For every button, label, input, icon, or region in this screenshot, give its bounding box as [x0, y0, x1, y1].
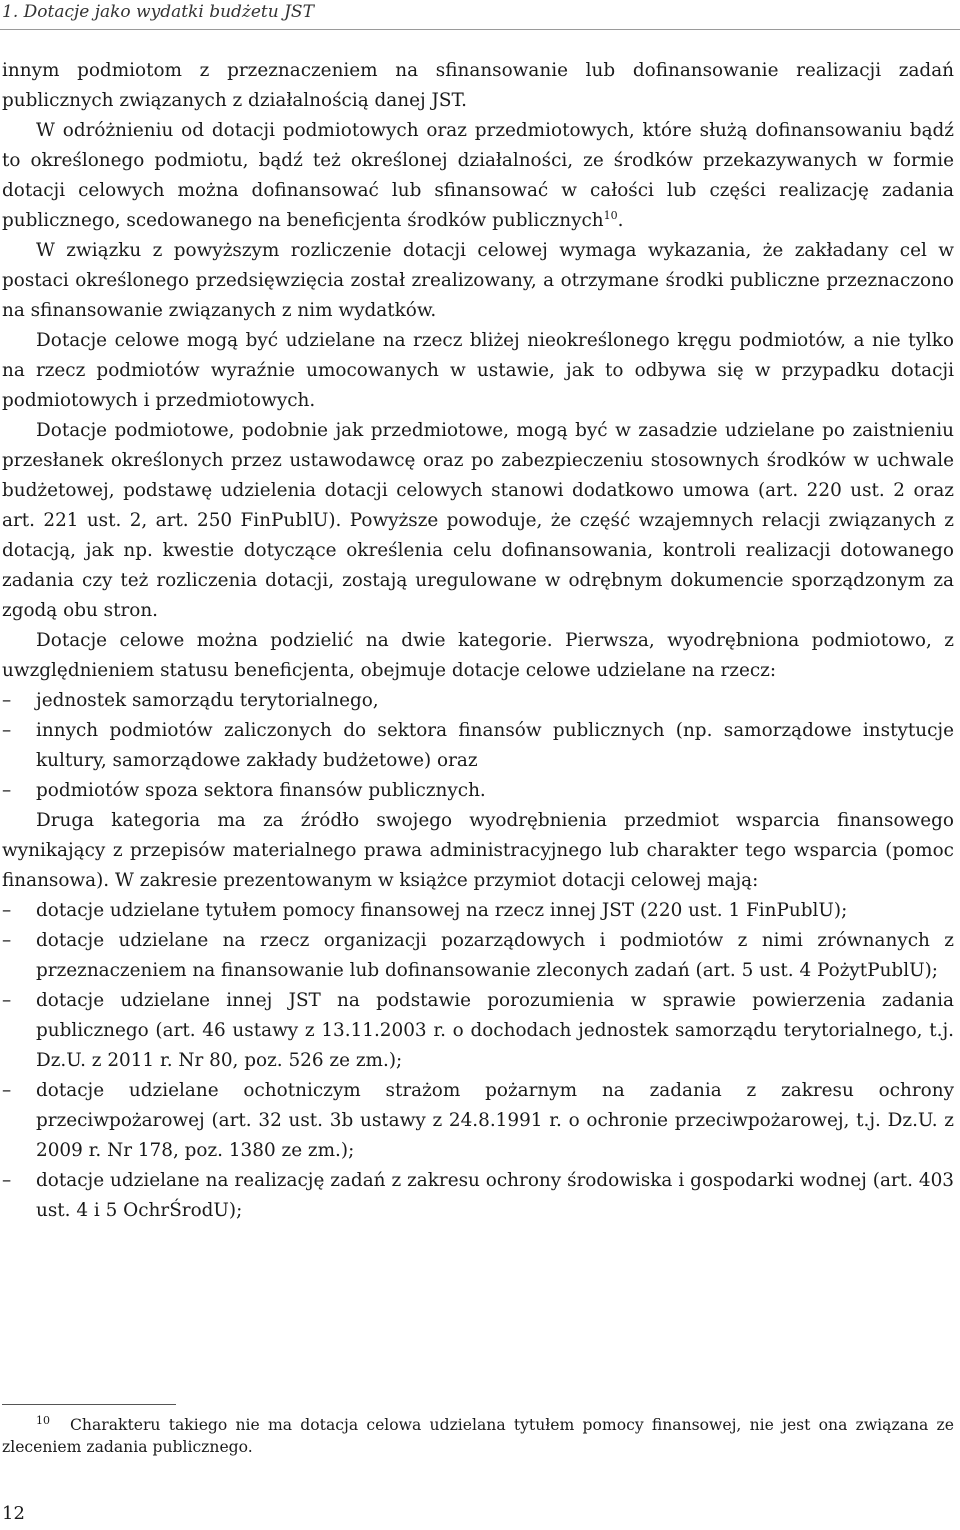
paragraph-4: Dotacje celowe mogą być udzielane na rzecz bliżej nieokreślonego kręgu podmiotów, a nie tylko na rzecz podmiotów wyraźnie umocowanych w ustawie, jak to odbywa się w przypadku dotacji podmiotowych i przedmiotowych. — [2, 330, 954, 411]
list-item — [2, 686, 954, 716]
list-item-text: dotacje udzielane na rzecz organizacji pozarządowych i podmiotów z nimi zrównanych z przeznaczeniem na finansowanie lub dofinansowanie zleconych zadań (art. 5 ust. 4 PożytPublU); — [36, 930, 954, 981]
dash-bullet: – — [2, 990, 12, 1011]
running-header — [0, 0, 960, 30]
list-item-text: jednostek samorządu terytorialnego, — [36, 690, 379, 711]
paragraph-6: Dotacje celowe można podzielić na dwie kategorie. Pierwsza, wyodrębniona podmiotowo, z uwzględnieniem statusu beneficjenta, obejmuje dotacje celowe udzielane na rzecz: — [2, 630, 954, 681]
list-item-text: dotacje udzielane na realizację zadań z zakresu ochrony środowiska i gospodarki wodnej (art. 403 ust. 4 i 5 OchrŚrodU); — [36, 1170, 954, 1221]
list-item — [2, 776, 954, 806]
footnote-number: 10 — [36, 1414, 50, 1427]
paragraph-7: Druga kategoria ma za źródło swojego wyodrębnienia przedmiot wsparcia finansowego wynikający z przepisów materialnego prawa administracyjnego lub charakter tego wsparcia (pomoc finansowa). W zakresie prezentowanym w książce przymiot dotacji celowej mają: — [2, 810, 954, 891]
paragraph-2-text: W odróżnieniu od dotacji podmiotowych oraz przedmiotowych, które służą dofinansowaniu bądź to określonego podmiotu, bądź też określonej działalności, ze środków przekazywanych w formie dotacji celowych można dofinansować lub sfinansować w całości lub części realizację zadania publicznego, scedowanego na beneficjenta środków publicznych — [2, 120, 954, 231]
running-header-title: 1. Dotacje jako wydatki budżetu JST — [2, 2, 314, 22]
list-item-text: podmiotów spoza sektora finansów publicznych. — [36, 780, 486, 801]
paragraph-1: innym podmiotom z przeznaczeniem na sfinansowanie lub dofinansowanie realizacji zadań publicznych związanych z działalnością danej JST. — [2, 60, 954, 111]
list-item-text: dotacje udzielane innej JST na podstawie porozumienia w sprawie powierzenia zadania publicznego (art. 46 ustawy z 13.11.2003 r. o dochodach jednostek samorządu terytorialnego, t.j. Dz.U. z 2011 r. Nr 80, poz. 526 ze zm.); — [36, 990, 954, 1071]
dotation-type-list — [2, 896, 954, 1226]
paragraph-2-end: . — [617, 210, 624, 231]
page-body — [2, 56, 954, 1226]
list-item-text: dotacje udzielane tytułem pomocy finansowej na rzecz innej JST (220 ust. 1 FinPublU); — [36, 900, 848, 921]
footnote-ref-10[interactable]: 10 — [603, 208, 618, 222]
footnote — [2, 1414, 954, 1458]
dash-bullet: – — [2, 720, 12, 741]
dash-bullet: – — [2, 930, 12, 951]
footnote-divider — [2, 1404, 176, 1405]
list-item — [2, 926, 954, 986]
dash-bullet: – — [2, 780, 12, 801]
paragraph-2 — [2, 116, 954, 236]
page-number: 12 — [2, 1503, 25, 1524]
list-item — [2, 986, 954, 1076]
paragraph-5: Dotacje podmiotowe, podobnie jak przedmiotowe, mogą być w zasadzie udzielane po zaistnieniu przesłanek określonych przez ustawodawcę oraz po zabezpieczeniu stosownych środków w uchwale budżetowej, podstawę udzielenia dotacji celowych stanowi dodatkowo umowa (art. 220 ust. 2 oraz art. 221 ust. 2, art. 250 FinPublU). Powyższe powoduje, że część wzajemnych relacji związanych z dotacją, jak np. kwestie dotyczące określenia celu dofinansowania, kontroli realizacji dotowanego zadania czy też rozliczenia dotacji, zostają uregulowane w odrębnym dokumencie sporządzonym za zgodą obu stron. — [2, 420, 954, 621]
list-item-text: dotacje udzielane ochotniczym strażom pożarnym na zadania z zakresu ochrony przeciwpożarowej (art. 32 ust. 3b ustawy z 24.8.1991 r. o ochronie przeciwpożarowej, t.j. Dz.U. z 2009 r. Nr 178, poz. 1380 ze zm.); — [36, 1080, 954, 1161]
footnote-text: Charakteru takiego nie ma dotacja celowa udzielana tytułem pomocy finansowej, nie jest ona związana ze zleceniem zadania publicznego. — [2, 1416, 954, 1456]
paragraph-3: W związku z powyższym rozliczenie dotacji celowej wymaga wykazania, że zakładany cel w postaci określonego przedsięwzięcia został zrealizowany, a otrzymane środki publiczne przeznaczono na sfinansowanie związanych z nim wydatków. — [2, 240, 954, 321]
dash-bullet: – — [2, 900, 12, 921]
dash-bullet: – — [2, 1170, 12, 1191]
list-item — [2, 896, 954, 926]
dash-bullet: – — [2, 690, 12, 711]
list-item — [2, 1166, 954, 1226]
beneficiary-list — [2, 686, 954, 806]
list-item — [2, 716, 954, 776]
list-item — [2, 1076, 954, 1166]
dash-bullet: – — [2, 1080, 12, 1101]
list-item-text: innych podmiotów zaliczonych do sektora finansów publicznych (np. samorządowe instytucje kultury, samorządowe zakłady budżetowe) oraz — [36, 720, 954, 771]
